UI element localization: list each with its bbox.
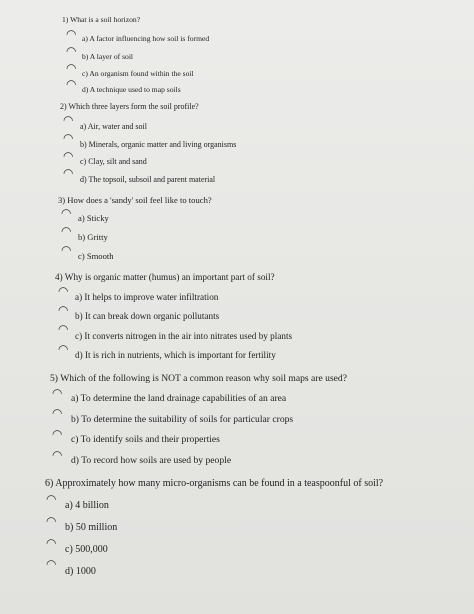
radio-button-q1-b[interactable] — [66, 46, 77, 57]
q2-option-a: a) Air, water and soil — [80, 122, 147, 131]
radio-button-q3-b[interactable] — [61, 226, 72, 237]
radio-button-q6-d[interactable] — [46, 559, 57, 570]
question-3-text: 3) How does a 'sandy' soil feel like to touch? — [58, 195, 212, 205]
q1-option-d: d) A technique used to map soils — [82, 85, 181, 94]
radio-button-q4-a[interactable] — [58, 286, 69, 297]
q2-option-c: c) Clay, silt and sand — [80, 157, 147, 166]
question-4-text: 4) Why is organic matter (humus) an important part of soil? — [55, 272, 275, 282]
radio-button-q1-c[interactable] — [66, 63, 77, 74]
radio-button-q2-b[interactable] — [63, 133, 74, 144]
question-1 — [62, 16, 140, 24]
question-2 — [60, 103, 199, 111]
question-5 — [50, 374, 347, 384]
radio-button-q2-a[interactable] — [63, 115, 74, 126]
q3-option-b: b) Gritty — [78, 232, 108, 242]
question-2-text: 2) Which three layers form the soil profile? — [60, 102, 199, 111]
radio-button-q4-d[interactable] — [58, 344, 69, 355]
radio-button-q3-c[interactable] — [61, 245, 72, 256]
q4-option-c: c) It converts nitrogen in the air into nitrates used by plants — [75, 331, 293, 341]
q6-option-a: a) 4 billion — [65, 500, 109, 511]
radio-button-q2-c[interactable] — [63, 151, 74, 162]
q3-option-c: c) Smooth — [78, 251, 114, 261]
radio-button-q6-a[interactable] — [46, 494, 57, 505]
radio-button-q1-a[interactable] — [66, 29, 77, 40]
q5-option-b: b) To determine the suitability of soils for particular crops — [71, 414, 294, 425]
q1-option-a: a) A factor influencing how soil is formed — [82, 34, 210, 43]
q1-option-b: b) A layer of soil — [82, 52, 134, 61]
q5-option-c: c) To identify soils and their properties — [71, 434, 220, 445]
radio-button-q6-c[interactable] — [46, 538, 57, 549]
q3-option-a: a) Sticky — [78, 213, 109, 223]
q4-option-b: b) It can break down organic pollutants — [75, 311, 220, 321]
radio-button-q5-b[interactable] — [52, 408, 63, 419]
question-3 — [58, 196, 212, 205]
radio-button-q5-d[interactable] — [52, 450, 63, 461]
q4-option-d: d) It is rich in nutrients, which is important for fertility — [75, 350, 276, 360]
q1-option-c: c) An organism found within the soil — [82, 69, 194, 78]
question-5-text: 5) Which of the following is NOT a common reason why soil maps are used? — [50, 373, 347, 384]
question-6-text: 6) Approximately how many micro-organisms can be found in a teaspoonful of soil? — [45, 478, 384, 489]
q2-option-d: d) The topsoil, subsoil and parent material — [80, 175, 216, 184]
radio-button-q2-d[interactable] — [63, 168, 74, 179]
radio-button-q1-d[interactable] — [66, 79, 77, 90]
q2-option-b: b) Minerals, organic matter and living organisms — [80, 140, 237, 149]
radio-button-q6-b[interactable] — [46, 516, 57, 527]
q6-option-d: d) 1000 — [65, 566, 96, 577]
radio-button-q3-a[interactable] — [61, 208, 72, 219]
q6-option-b: b) 50 million — [65, 522, 118, 533]
radio-button-q4-c[interactable] — [58, 324, 69, 335]
radio-button-q5-c[interactable] — [52, 429, 63, 440]
question-6 — [45, 479, 383, 489]
radio-button-q5-a[interactable] — [52, 388, 63, 399]
radio-button-q4-b[interactable] — [58, 305, 69, 316]
q5-option-a: a) To determine the land drainage capabilities of an area — [71, 393, 287, 404]
q4-option-a: a) It helps to improve water infiltration — [75, 292, 219, 302]
q6-option-c: c) 500,000 — [65, 544, 108, 555]
question-1-text: 1) What is a soil horizon? — [62, 15, 141, 24]
question-4 — [55, 273, 275, 282]
q5-option-d: d) To record how soils are used by people — [71, 455, 232, 466]
